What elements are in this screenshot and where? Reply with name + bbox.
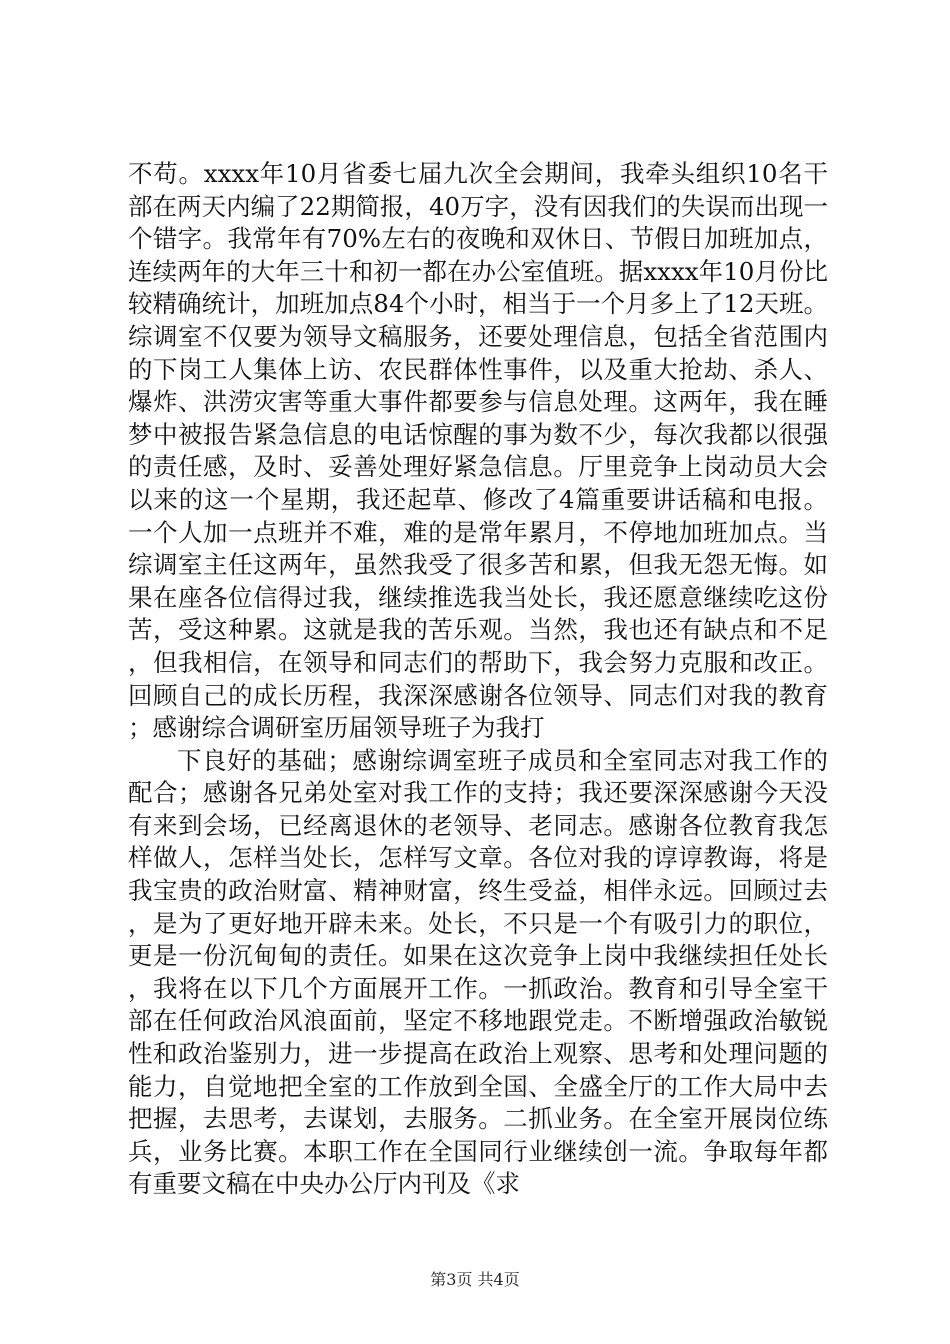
paragraph-2: 下良好的基础；感谢综调室班子成员和全室同志对我工作的配合；感谢各兄弟处室对我工作的支持；我还要深深感谢今天没有来到会场，已经离退休的老领导、老同志。感谢各位教育我怎样做人，怎样当处长，怎样写文章。各位对我的谆谆教诲，将是我宝贵的政治财富、精神财富，终生受益，相伴永远。回顾过去，是为了更好地开辟未来。处长，不只是一个有吸引力的职位，更是一份沉甸甸的责任。如果在这次竞争上岗中我继续担任处长，我将在以下几个方面展开工作。一抓政治。教育和引导全室干部在任何政治风浪面前，坚定不移地跟党走。不断增强政治敏锐性和政治鉴别力，进一步提高在政治上观察、思考和处理问题的能力，自觉地把全室的工作放到全国、全盛全厅的工作大局中去把握，去思考，去谋划，去服务。二抓业务。在全室开展岗位练兵，业务比赛。本职工作在全国同行业继续创一流。争取每年都有重要文稿在中央办公厅内刊及《求 — [128, 745, 828, 1199]
page-number-footer: 第3页 共4页 — [430, 1270, 520, 1289]
body-text — [128, 158, 828, 1201]
paragraph-1: 不苟。xxxx年10月省委七届九次全会期间，我牵头组织10名干部在两天内编了22期简报，40万字，没有因我们的失误而出现一个错字。我常年有70%左右的夜晚和双休日、节假日加班加点，连续两年的大年三十和初一都在办公室值班。据xxxx年10月份比较精确统计，加班加点84个小时，相当于一个月多上了12天班。综调室不仅要为领导文稿服务，还要处理信息，包括全省范围内的下岗工人集体上访、农民群体性事件，以及重大抢劫、杀人、爆炸、洪涝灾害等重大事件都要参与信息处理。这两年，我在睡梦中被报告紧急信息的电话惊醒的事为数不少，每次我都以很强的责任感，及时、妥善处理好紧急信息。厅里竞争上岗动员大会以来的这一个星期，我还起草、修改了4篇重要讲话稿和电报。一个人加一点班并不难，难的是常年累月，不停地加班加点。当综调室主任这两年，虽然我受了很多苦和累，但我无怨无悔。如果在座各位信得过我，继续推选我当处长，我还愿意继续吃这份苦，受这种累。这就是我的苦乐观。当然，我也还有缺点和不足，但我相信，在领导和同志们的帮助下，我会努力克服和改正。回顾自己的成长历程，我深深感谢各位领导、同志们对我的教育；感谢综合调研室历届领导班子为我打 — [128, 159, 828, 743]
